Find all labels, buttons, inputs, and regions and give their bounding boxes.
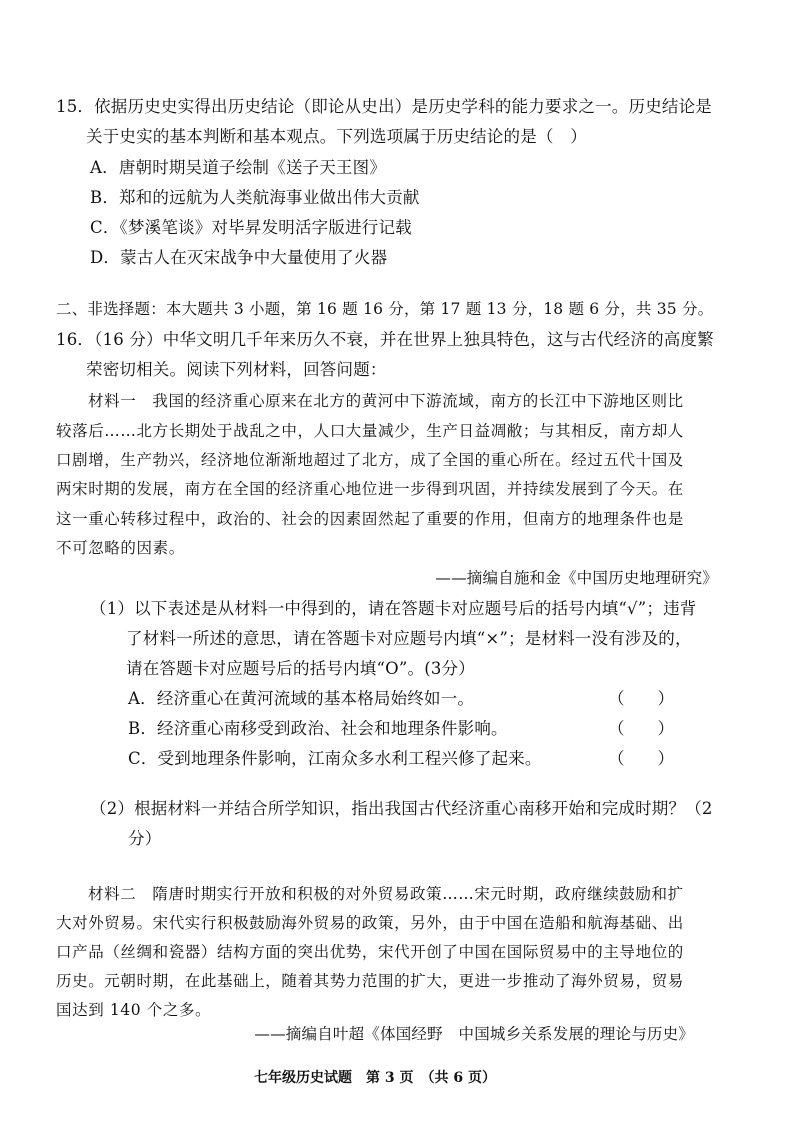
q15-option-c: C．《梦溪笔谈》对毕昇发明活字版进行记载 [90, 218, 412, 237]
q15-stem-line1: 15．依据历史史实得出历史结论（即论从史出）是历史学科的能力要求之一。历史结论是 [56, 97, 712, 116]
material1-line: 两宋时期的发展，南方在全国的经济重心地位进一步得到巩固，并持续发展到了今天。在 [56, 480, 684, 498]
page-footer: 七年级历史试题 第 3 页 （共 6 页） [254, 1070, 496, 1086]
sub1-line2: 了材料一所述的意思，请在答题卡对应题号内填“×”；是材料一没有涉及的， [126, 629, 692, 648]
material1-line: 这一重心转移过程中，政治的、社会的因素固然起了重要的作用，但南方的地理条件也是 [56, 510, 684, 528]
material2-line: 历史。元朝时期，在此基础上，随着其势力范围的扩大，更进一步推动了海外贸易，贸易 [56, 972, 684, 990]
material2-line: 国达到 140 个之多。 [56, 1001, 212, 1019]
q15-option-d: D．蒙古人在灭宋战争中大量使用了火器 [90, 248, 388, 267]
section2-heading: 二、非选择题：本大题共 3 小题，第 16 题 16 分，第 17 题 13 分，18 题 6 分，共 35 分。 [56, 300, 714, 318]
material2-line: 大对外贸易。宋代实行积极鼓励海外贸易的政策，另外，由于中国在造船和航海基础、出 [56, 914, 684, 932]
sub1-item-c: C．受到地理条件影响，江南众多水利工程兴修了起来。 [128, 749, 542, 768]
sub1-line3: 请在答题卡对应题号后的括号内填“O”。(3分） [126, 659, 475, 678]
answer-bracket-c: （ ） [608, 749, 674, 768]
material1-source: ——摘编自施和金《中国历史地理研究》 [435, 569, 718, 587]
sub1-item-a: A．经济重心在黄河流域的基本格局始终如一。 [128, 689, 475, 708]
material1-line: 不可忽略的因素。 [56, 539, 185, 557]
answer-bracket-b: （ ） [608, 719, 674, 738]
sub2-line2: 分） [128, 829, 162, 848]
answer-bracket-a: （ ） [608, 689, 674, 708]
material2-line: 口产品（丝绸和瓷器）结构方面的突出优势，宋代开创了中国在国际贸易中的主导地位的 [56, 943, 684, 961]
q15-option-a: A．唐朝时期吴道子绘制《送子天王图》 [90, 158, 387, 177]
q15-stem-line2: 关于史实的基本判断和基本观点。下列选项属于历史结论的是（ ） [86, 127, 587, 146]
q16-stem-line2: 荣密切相关。阅读下列材料，回答问题： [86, 360, 387, 379]
sub1-item-b: B．经济重心南移受到政治、社会和地理条件影响。 [128, 719, 508, 738]
sub2-line1: （2）根据材料一并结合所学知识，指出我国古代经济重心南移开始和完成时期？（2 [90, 799, 713, 818]
material2-source: ——摘编自叶超《体国经野 中国城乡关系发展的理论与历史》 [254, 1025, 694, 1043]
sub1-line1: （1）以下表述是从材料一中得到的，请在答题卡对应题号后的括号内填“√”；违背 [90, 599, 697, 618]
material2-line: 材料二 隋唐时期实行开放和积极的对外贸易政策……宋元时期，政府继续鼓励和扩 [88, 885, 684, 903]
material1-line: 口剧增，生产勃兴，经济地位渐渐地超过了北方，成了全国的重心所在。经过五代十国及 [56, 451, 684, 469]
material1-line: 材料一 我国的经济重心原来在北方的黄河中下游流域，南方的长江中下游地区则比 [88, 392, 684, 410]
q15-option-b: B．郑和的远航为人类航海事业做出伟大贡献 [90, 188, 420, 207]
q16-stem-line1: 16．（16 分）中华文明几千年来历久不衰，并在世界上独具特色，这与古代经济的高度繁 [56, 330, 714, 349]
material1-line: 较落后……北方长期处于战乱之中，人口大量减少，生产日益凋敝；与其相反，南方却人 [56, 422, 684, 440]
